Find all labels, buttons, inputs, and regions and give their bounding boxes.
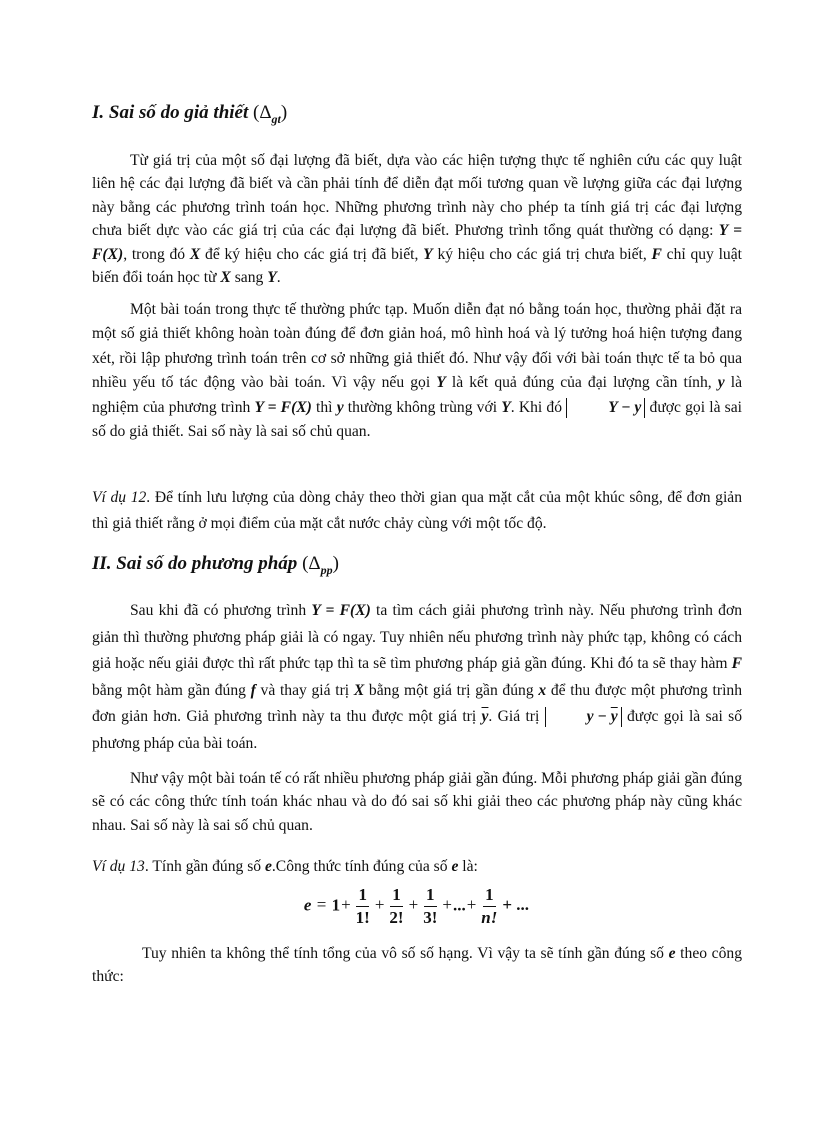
abs-part: y −	[586, 708, 611, 726]
p1-text: sang	[230, 269, 268, 287]
p2-symbol: Y	[501, 398, 511, 416]
p2-text: thường không trùng với	[343, 398, 502, 416]
fraction-numerator: 1	[390, 885, 403, 907]
abs-value-expression-2	[545, 707, 622, 727]
section-1-title: I. Sai số do giả thiết	[92, 102, 249, 123]
section-1-subscript: gt	[271, 111, 281, 126]
formula-one: 1	[331, 895, 341, 915]
p1-symbol: Y	[423, 245, 433, 263]
example-13	[92, 855, 742, 878]
p3-symbol: F	[731, 655, 742, 673]
section-2-close: )	[332, 553, 339, 574]
example-13-label: Ví dụ 13	[92, 858, 145, 875]
formula-tail: + ...	[502, 895, 530, 915]
fraction-denominator: n!	[481, 908, 498, 927]
fraction-numerator: 1	[356, 885, 369, 907]
example-12-label: Ví dụ 12	[92, 489, 147, 506]
p4-text: Như vậy một bài toán tế có rất nhiều phương pháp giải gần đúng. Mỗi phương pháp giải gần đúng sẽ có các công thức tính toán khác nhau và do đó sai số khi giải theo các phương pháp này cũng khác nhau. Sai số này là sai số chủ quan.	[92, 770, 742, 834]
formula-plus: +	[408, 895, 419, 915]
formula-plus: +	[341, 895, 351, 915]
p3-text: được gọi là sai số phương pháp của bài toán.	[92, 708, 742, 752]
p3-symbol: X	[353, 681, 365, 699]
ex13-symbol: e	[451, 858, 459, 875]
p1-text: chỉ quy luật biến đổi toán học từ	[92, 245, 742, 287]
p2-equation: Y = F(X)	[254, 398, 312, 416]
section-heading-2	[92, 553, 339, 578]
p1-text: để ký hiệu cho các giá trị đã biết,	[200, 245, 424, 263]
formula-plus: +	[466, 895, 477, 915]
paragraph-1	[92, 149, 742, 289]
p2-symbol: Y	[436, 374, 446, 392]
fraction-denominator: 3!	[423, 908, 438, 927]
formula-plus: +	[374, 895, 385, 915]
fraction-denominator: 1!	[355, 908, 370, 927]
p1-symbol: X	[189, 245, 201, 263]
section-1-symbol: (Δ	[253, 102, 272, 123]
ex13-text: .Công thức tính đúng của số	[271, 858, 452, 875]
formula-plus: +	[442, 895, 452, 915]
p3-text: ta tìm cách giải phương trình này. Nếu phương trình đơn giản thì thường phương pháp giải là có ngay. Tuy nhiên nếu phương trình này phức tạp, không có cách giả hoặc nếu giải được thì rất phức tạp thì ta sẽ tìm phương pháp giả gần đúng. Khi đó ta sẽ thay hàm	[92, 602, 742, 673]
section-1-close: )	[280, 102, 288, 123]
p1-symbol: Y	[267, 269, 277, 287]
abs-value-expression: Y − y	[566, 398, 645, 418]
example-12	[92, 485, 742, 537]
paragraph-3	[92, 598, 742, 758]
example-12-text: . Để tính lưu lượng của dòng chảy theo thời gian qua mặt cắt của một khúc sông, để đơn giản thì giả thiết rằng ở mọi điểm của mặt cắt nước chảy cùng với một tốc độ.	[92, 489, 742, 532]
fraction-numerator: 1	[483, 885, 496, 907]
section-2-title: II. Sai số do phương pháp	[92, 553, 298, 574]
p1-text: .	[276, 269, 281, 287]
p5-text: Tuy nhiên ta không thể tính tổng của vô số số hạng. Vì vậy ta sẽ tính gần đúng số	[142, 945, 669, 962]
paragraph-2	[92, 298, 742, 444]
p1-text: Từ giá trị của một số đại lượng đã biết, dựa vào các hiện tượng thực tế nghiên cứu các quy luật liên hệ các đại lượng đã biết và cần phải tính để diễn đạt mối tương quan về lượng giữa các đại lượng này bằng các phương trình toán học. Những phương trình này cho phép ta tính giá trị các đại lượng chưa biết dực vào các giá trị của các đại lượng đã biết. Phương trình tổng quát thường có dạng:	[92, 152, 742, 240]
ex13-text: . Tính gần đúng số	[144, 858, 265, 875]
p2-symbol: y	[336, 398, 344, 416]
p2-text: là kết quả đúng của đại lượng cần tính,	[445, 374, 718, 392]
p1-equation: Y = F(X)	[92, 222, 742, 263]
p3-text: bằng một hàm gần đúng	[92, 681, 251, 699]
fraction	[479, 885, 499, 928]
section-heading-1	[92, 102, 287, 127]
formula-dots: ...	[452, 895, 466, 915]
p3-text: bằng một giá trị gần đúng	[364, 681, 539, 699]
p1-text: , trong đó	[123, 245, 190, 263]
p1-symbol: X	[220, 269, 231, 287]
p3-text: . Giá trị	[488, 708, 545, 726]
p3-text: và thay giá trị	[255, 681, 354, 699]
ex13-text: là:	[458, 858, 478, 875]
p3-text: để thu được một phương trình đơn giản hơn. Giả phương trình này ta thu được một giá trị	[92, 681, 742, 726]
p2-text: Một bài toán trong thực tế thường phức tạp. Muốn diễn đạt nó bằng toán học, thường phải đặt ra một số giả thiết không hoàn toàn đúng để đơn giản hoá, mô hình hoá và lý tưởng hoá hiện tượng đang xét, rồi lập phương trình toán trên cơ sở những giả thiết đó. Như vậy đối với bài toán thực tế ta bỏ qua nhiều yếu tố tác động vào bài toán. Vì vậy nếu gọi	[92, 301, 742, 392]
p2-text: thì	[311, 398, 337, 416]
p2-text: là nghiệm của phương trình	[92, 374, 743, 416]
p3-equation: Y = F(X)	[311, 602, 371, 619]
section-2-subscript: pp	[320, 562, 333, 577]
fraction	[354, 885, 372, 928]
p1-symbol: F	[651, 245, 662, 263]
p1-text: ký hiệu cho các giá trị chưa biết,	[432, 245, 652, 263]
paragraph-5	[92, 942, 742, 989]
formula-e-series	[92, 885, 742, 928]
p2-text: được gọi là sai số do giả thiết. Sai số này là sai số chủ quan.	[92, 398, 742, 441]
fraction	[421, 885, 439, 928]
fraction-denominator: 2!	[389, 908, 404, 927]
formula-equals: =	[316, 895, 327, 915]
y-bar-symbol: $\overline{y}$	[481, 708, 489, 726]
p3-symbol: f	[250, 681, 256, 699]
section-2-symbol: (Δ	[302, 553, 321, 574]
p5-symbol: e	[668, 945, 676, 962]
abs-part-bar: $\overline{y}$	[610, 708, 618, 726]
p5-text: theo công thức:	[92, 945, 742, 986]
formula-lhs: e	[303, 895, 312, 915]
p2-symbol: y	[717, 374, 725, 392]
p3-symbol: x	[538, 681, 547, 699]
ex13-symbol: e	[264, 858, 272, 875]
fraction	[387, 885, 405, 928]
p3-text: Sau khi đã có phương trình	[130, 602, 312, 619]
p2-text: . Khi đó	[510, 398, 567, 416]
paragraph-4	[92, 767, 742, 837]
fraction-numerator: 1	[424, 885, 437, 907]
